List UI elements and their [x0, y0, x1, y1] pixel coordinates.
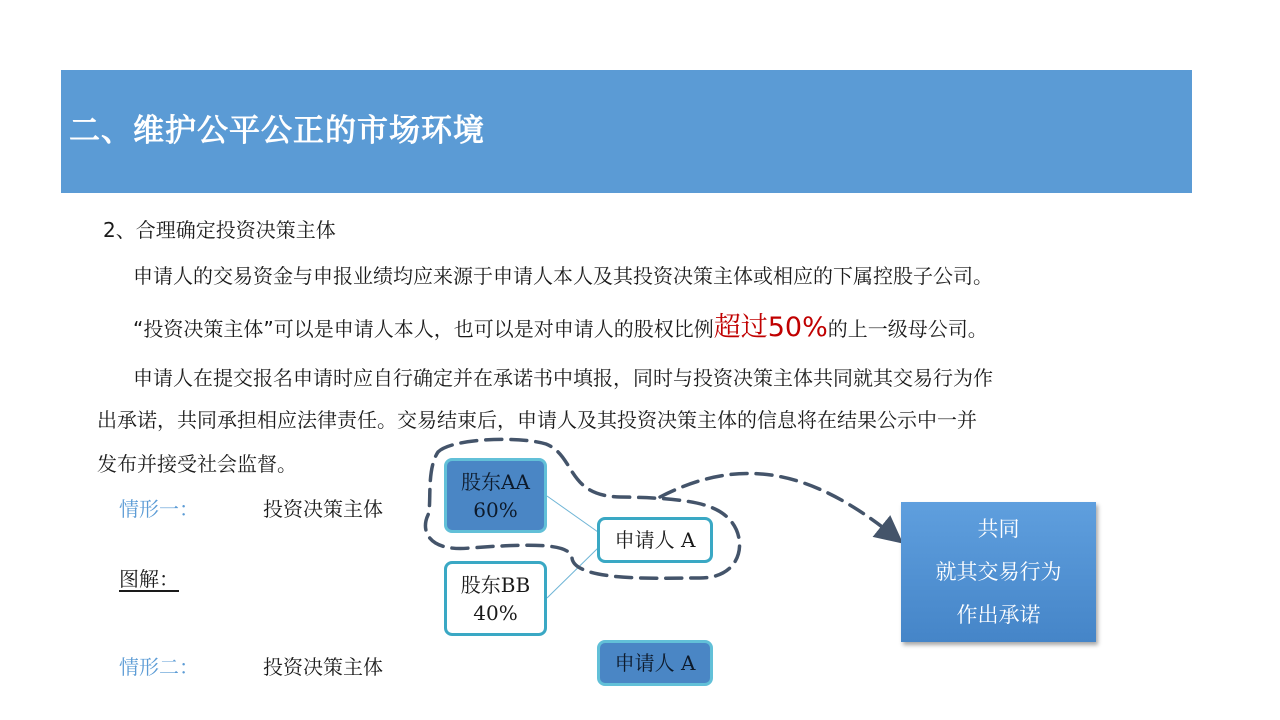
highlight-over-50: 超过50%	[713, 312, 828, 343]
paragraph-2-start: “投资决策主体”可以是申请人本人，也可以是对申请人的股权比例	[133, 317, 714, 341]
case-one-value: 投资决策主体	[263, 497, 383, 521]
result-line-1: 共同	[977, 516, 1020, 541]
paragraph-3-line-3: 发布并接受社会监督。	[97, 452, 297, 476]
connector-aa	[547, 496, 598, 532]
diagram-label: 图解：	[119, 567, 179, 591]
case-two-label: 情形二：	[119, 655, 199, 679]
result-line-2: 就其交易行为	[935, 559, 1062, 584]
case-one-label: 情形一：	[119, 497, 199, 521]
shareholder-bb-name: 股东BB	[460, 572, 531, 597]
shareholder-bb-percent: 40%	[473, 600, 518, 625]
paragraph-1: 申请人的交易资金与申报业绩均应来源于申请人本人及其投资决策主体或相应的下属控股子公司。	[133, 264, 993, 288]
applicant-a-case-two-box	[597, 640, 713, 686]
applicant-a-case-two-label: 申请人 A	[614, 651, 696, 675]
shareholder-aa-name: 股东AA	[461, 469, 530, 494]
applicant-a-label: 申请人 A	[614, 528, 696, 552]
applicant-a-box	[597, 517, 713, 563]
paragraph-3-line-2: 出承诺，共同承担相应法律责任。交易结束后，申请人及其投资决策主体的信息将在结果公示中一并	[97, 408, 977, 432]
shareholder-aa-box	[444, 458, 547, 533]
paragraph-3-line-1: 申请人在提交报名申请时应自行确定并在承诺书中填报，同时与投资决策主体共同就其交易行为作	[133, 366, 993, 390]
joint-commitment-box	[901, 502, 1096, 642]
page-title: 二、维护公平公正的市场环境	[69, 113, 485, 149]
shareholder-bb-box	[444, 561, 547, 636]
shareholder-aa-percent: 60%	[473, 497, 518, 522]
section-subtitle: 2、合理确定投资决策主体	[103, 218, 336, 242]
case-two-value: 投资决策主体	[263, 655, 383, 679]
paragraph-2-end: 的上一级母公司。	[827, 317, 988, 341]
result-line-3: 作出承诺	[956, 602, 1041, 627]
